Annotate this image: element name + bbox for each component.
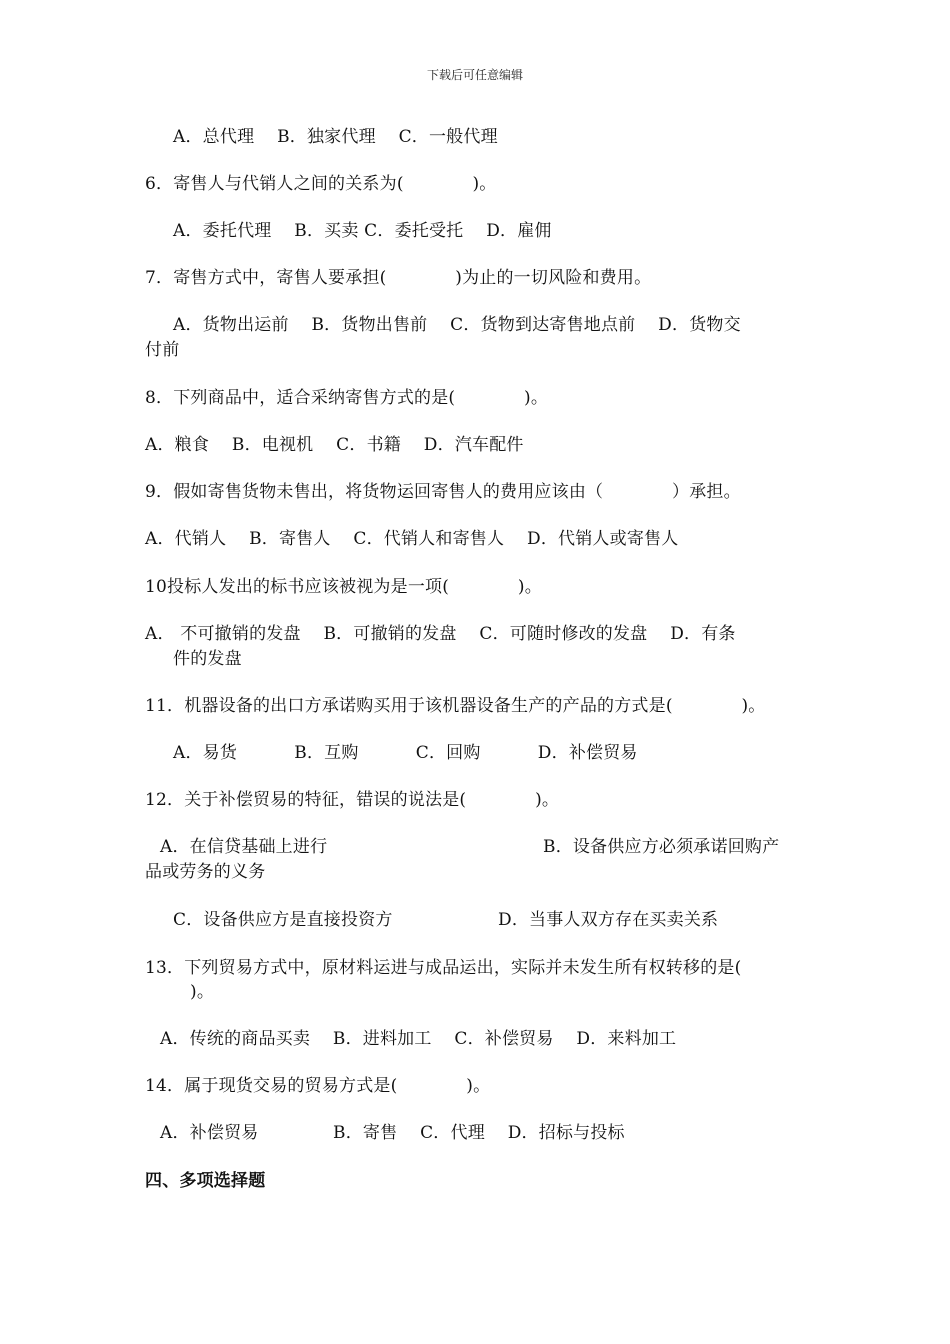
q12-option-d: D．当事人双方存在买卖关系 [498,910,719,930]
q10-options-continued: 件的发盘 [173,649,242,669]
q12-option-a: A．在信贷基础上进行 [160,837,328,857]
q13-question: 13．下列贸易方式中，原材料运进与成品运出，实际并未发生所有权转移的是( [145,958,742,978]
q10-options: A． 不可撤销的发盘 B．可撤销的发盘 C．可随时修改的发盘 D．有条 [145,624,736,644]
q14-options-rest: B．寄售 C．代理 D．招标与投标 [333,1123,625,1143]
q8-question: 8．下列商品中，适合采纳寄售方式的是( )。 [145,388,549,408]
q9-options: A．代销人 B．寄售人 C．代销人和寄售人 D．代销人或寄售人 [145,529,679,549]
q8-options: A．粮食 B．电视机 C．书籍 D．汽车配件 [145,435,524,455]
q7-options-continued: 付前 [145,340,180,360]
q13-question-continued: )。 [190,982,215,1002]
q6-options: A．委托代理 B．买卖 C．委托受托 D．雇佣 [173,221,552,241]
q7-options: A．货物出运前 B．货物出售前 C．货物到达寄售地点前 D．货物交 [173,315,741,335]
q14-option-a: A．补偿贸易 [160,1123,259,1143]
q12-question: 12．关于补偿贸易的特征，错误的说法是( )。 [145,790,560,810]
q11-question: 11．机器设备的出口方承诺购买用于该机器设备生产的产品的方式是( )。 [145,696,766,716]
section-heading: 四、多项选择题 [145,1171,266,1191]
q14-question: 14．属于现货交易的贸易方式是( )。 [145,1076,491,1096]
q13-options: A．传统的商品买卖 B．进料加工 C．补偿贸易 D．来料加工 [160,1029,677,1049]
q7-question: 7．寄售方式中，寄售人要承担( )为止的一切风险和费用。 [145,268,652,288]
q12-option-b-continued: 品或劳务的义务 [145,862,266,882]
q6-question: 6．寄售人与代销人之间的关系为( )。 [145,174,497,194]
q12-option-b: B．设备供应方必须承诺回购产 [543,837,780,857]
q9-question: 9．假如寄售货物未售出，将货物运回寄售人的费用应该由（ ）承担。 [145,482,741,502]
page-header: 下载后可任意编辑 [426,68,523,82]
q5-options: A．总代理 B．独家代理 C．一般代理 [173,127,498,147]
q12-option-c: C．设备供应方是直接投资方 [173,910,393,930]
q10-question: 10投标人发出的标书应该被视为是一项( )。 [145,577,542,597]
q11-options: A．易货 B．互购 C．回购 D．补偿贸易 [173,743,638,763]
